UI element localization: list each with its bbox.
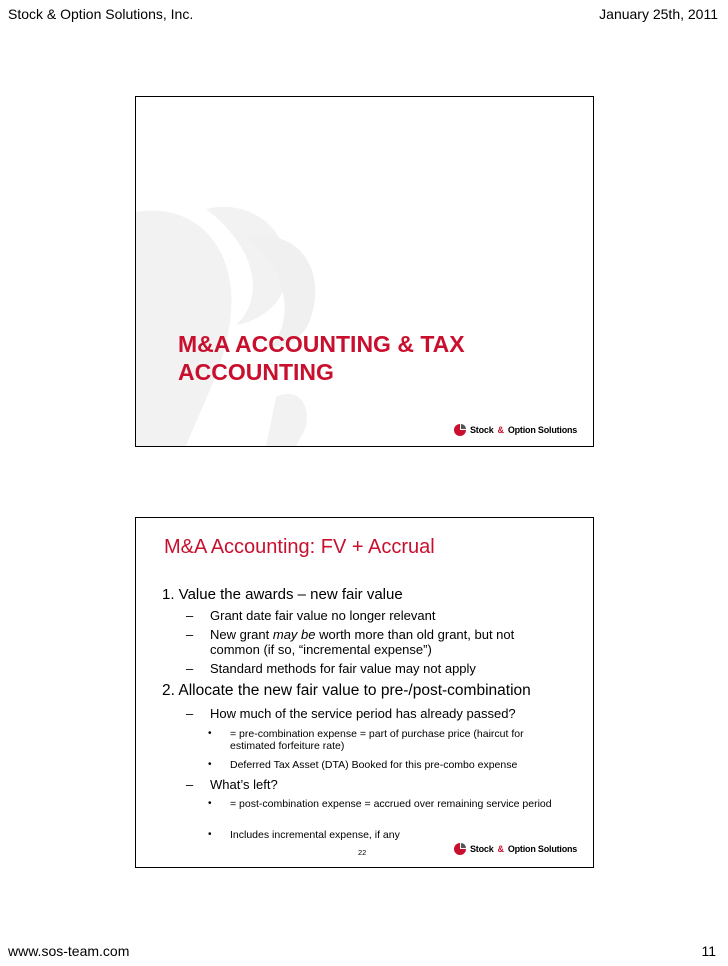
logo-text-b: Option Solutions	[507, 844, 578, 854]
bullet-marker: •	[208, 728, 212, 739]
slide-2-title: M&A Accounting: FV + Accrual	[164, 536, 435, 558]
logo-text-a: Stock	[470, 844, 494, 854]
bullet-marker: •	[208, 798, 212, 809]
dash-marker: –	[186, 777, 194, 792]
dash-marker: –	[186, 608, 194, 623]
item-2-sub-1: – How much of the service period has already passed?	[186, 706, 516, 721]
item-2-sub-2-bullet-1: • = post-combination expense = accrued over remaining service period	[208, 798, 552, 810]
slide-1-title-line2: ACCOUNTING	[178, 359, 334, 385]
header-date: January 25th, 2011	[599, 6, 718, 22]
company-logo	[454, 843, 577, 855]
logo-text-a: Stock	[470, 425, 494, 435]
item-1-sub-3: – Standard methods for fair value may not apply	[186, 661, 476, 676]
item-1-label: 1. Value the awards – new fair value	[162, 586, 403, 603]
logo-text-b: Option Solutions	[507, 425, 578, 435]
bullet-marker: •	[208, 829, 212, 840]
logo-mark-icon	[454, 843, 466, 855]
item-2-sub-2: – What’s left?	[186, 777, 278, 792]
dash-marker: –	[186, 627, 194, 642]
dash-marker: –	[186, 706, 194, 721]
logo-mark-icon	[454, 424, 466, 436]
footer-page-number: 11	[701, 943, 716, 959]
slide-2	[135, 517, 594, 868]
header-company: Stock & Option Solutions, Inc.	[8, 6, 194, 22]
slide-1-title-line1: M&A ACCOUNTING & TAX	[178, 331, 465, 357]
dash-marker: –	[186, 661, 194, 676]
item-2-sub-1-bullet-1: • = pre-combination expense = part of purchase price (haircut for estimated forfeiture rate)	[208, 728, 524, 752]
swirl-watermark-icon	[136, 97, 593, 446]
slide-1	[135, 96, 594, 447]
logo-text-amp: &	[497, 425, 504, 435]
bullet-marker: •	[208, 759, 212, 770]
slide-number: 22	[358, 848, 367, 857]
item-2-label: 2. Allocate the new fair value to pre-/post-combination	[162, 682, 531, 699]
footer-website: www.sos-team.com	[8, 943, 130, 959]
company-logo	[454, 424, 577, 436]
item-1-sub-2: – New grant may be worth more than old grant, but not common (if so, “incremental expense”)	[186, 627, 515, 657]
slide-1-title	[178, 330, 465, 386]
logo-text-amp: &	[497, 844, 504, 854]
item-2-sub-1-bullet-2: • Deferred Tax Asset (DTA) Booked for this pre-combo expense	[208, 759, 518, 771]
item-2-sub-2-bullet-2: • Includes incremental expense, if any	[208, 829, 400, 841]
item-1-sub-1: – Grant date fair value no longer relevant	[186, 608, 436, 623]
